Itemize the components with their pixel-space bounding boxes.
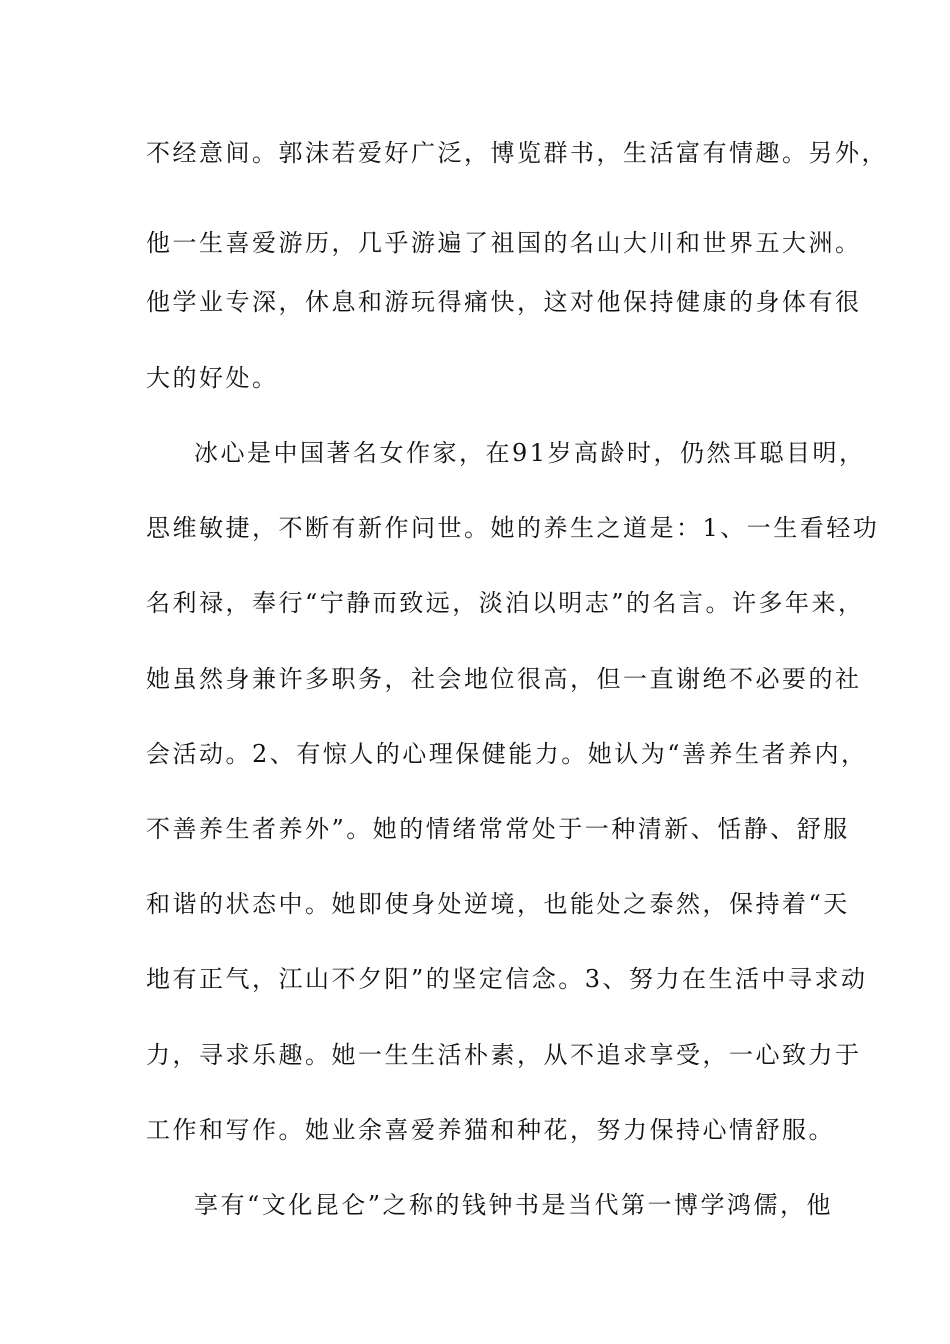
text-line-7: 名利禄，奉行“宁静而致远，淡泊以明志”的名言。许多年来， <box>146 589 865 617</box>
text-line-6: 思维敏捷，不断有新作问世。她的养生之道是：1、一生看轻功 <box>146 514 880 542</box>
text-line-9: 会活动。2、有惊人的心理保健能力。她认为“善养生者养内， <box>146 740 868 768</box>
text-line-3: 他学业专深，休息和游玩得痛快，这对他保持健康的身体有很 <box>146 288 862 316</box>
text-line-2: 他一生喜爱游历，几乎游遍了祖国的名山大川和世界五大洲。 <box>146 229 862 257</box>
paragraph-start-bingxin: 冰心是中国著名女作家，在91岁高龄时，仍然耳聪目明， <box>194 439 866 467</box>
text-line-13: 力，寻求乐趣。她一生生活朴素，从不追求享受，一心致力于 <box>146 1041 862 1069</box>
text-line-4: 大的好处。 <box>146 364 279 392</box>
text-line-8: 她虽然身兼许多职务，社会地位很高，但一直谢绝不必要的社 <box>146 665 862 693</box>
text-line-11: 和谐的状态中。她即使身处逆境，也能处之泰然，保持着“天 <box>146 890 850 918</box>
text-line-10: 不善养生者养外”。她的情绪常常处于一种清新、恬静、舒服 <box>146 815 850 843</box>
paragraph-start-qianzhongshu: 享有“文化昆仑”之称的钱钟书是当代第一博学鸿儒，他 <box>194 1191 834 1219</box>
text-line-12: 地有正气，江山不夕阳”的坚定信念。3、努力在生活中寻求动 <box>146 965 868 993</box>
text-line-14: 工作和写作。她业余喜爱养猫和种花，努力保持心情舒服。 <box>146 1116 835 1144</box>
text-line-1: 不经意间。郭沫若爱好广泛，博览群书，生活富有情趣。另外， <box>146 139 888 167</box>
